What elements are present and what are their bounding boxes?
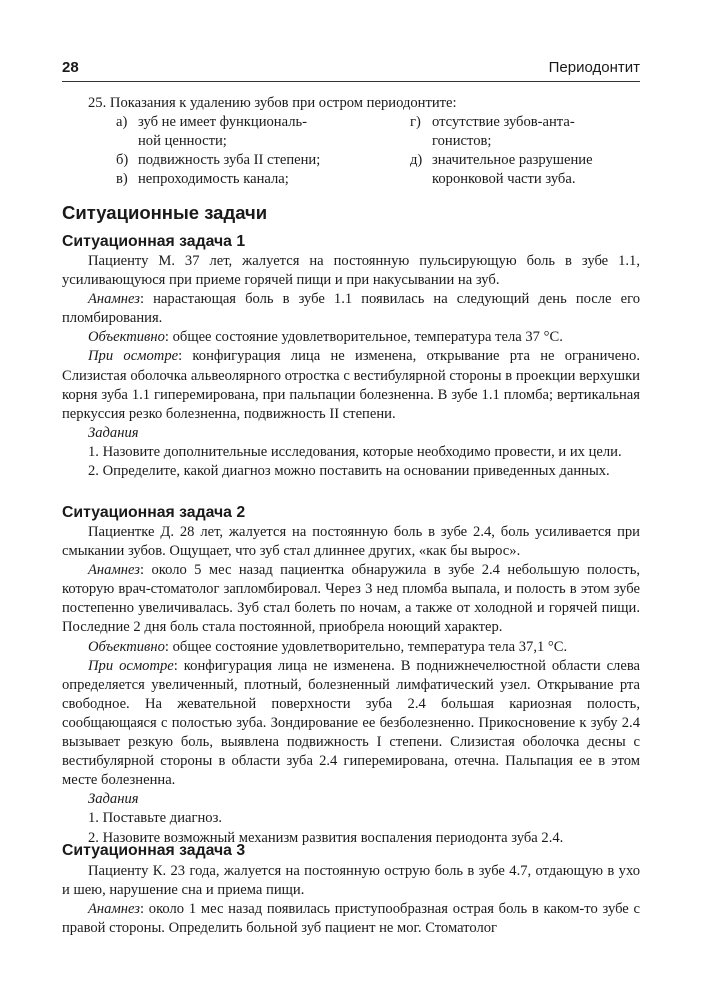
question-25 [88,94,638,113]
task-2-complaint: Пациентке Д. 28 лет, жалуется на постоянную боль в зубе 2.4, боль усиливается при смыкании зубов. Ощущает, что зуб стал длиннее других, «как бы вырос». [62,524,640,560]
task-1-anamnesis: Анамнез: нарастающая боль в зубе 1.1 появилась на следующий день после его пломбирования. [62,291,640,327]
task-1-item-1: 1. Назовите дополнительные исследования, которые необходимо провести, и их цели. [88,443,622,460]
option-text: отсутствие зубов-анта- [432,114,575,130]
option-text: непроходимость канала; [138,171,289,187]
task-2-title: Ситуационная задача 2 [62,504,246,521]
task-2-item-2: 2. Назовите возможный механизм развития воспаления периодонта зуба 2.4. [88,829,564,846]
objective-label: Объективно [88,638,165,655]
option-c [116,170,289,189]
option-d-continuation: коронковой части зуба. [432,171,576,187]
page-number: 28 [62,59,79,76]
option-a [116,113,307,132]
task-3-body [62,862,640,938]
exam-label: При осмотре [88,657,174,674]
option-marker: в) [116,171,128,187]
task-1-body [62,252,640,481]
option-b [116,151,320,170]
task-1-item-2: 2. Определите, какой диагноз можно поставить на основании приведенных данных. [88,463,610,480]
anamnesis-label: Анамнез [88,291,140,308]
task-1-complaint: Пациенту М. 37 лет, жалуется на постоянную пульсирующую боль в зубе 1.1, усиливающуюся при приеме горячей пищи и при накусывании на зуб. [62,253,640,289]
running-title: Периодонтит [548,59,640,76]
task-1-exam: При осмотре: конфигурация лица не изменена, открывание рта не ограничено. Слизистая оболочка альвеолярного отростка с вестибулярной стороны в проекции верхушки корня зуба 1.1 гиперемирована, при пальпации болезненна. В зубе 1.1 пломба; вертикальная перкуссия резко болезненна, подвижность II степени. [62,348,640,422]
option-marker: б) [116,152,129,168]
option-a-continuation: ной ценности; [138,133,227,149]
task-2-item-1: 1. Поставьте диагноз. [88,810,223,827]
question-25-stem [88,94,638,113]
task-3-anamnesis: Анамнез: около 1 мес назад появилась приступообразная острая боль в каком-то зубе с правой стороны. Определить больной зуб пациент не мог. Стоматолог [62,901,640,937]
option-text: зуб не имеет функциональ- [138,114,308,130]
option-g [410,113,575,132]
option-g-continuation: гонистов; [432,133,492,149]
header-rule [62,81,640,82]
task-1-tasks-label: Задания [88,424,139,441]
section-title: Ситуационные задачи [62,202,268,223]
question-text: Показания к удалению зубов при остром периодонтите: [109,95,457,111]
anamnesis-label: Анамнез [88,562,140,579]
task-2-anamnesis: Анамнез: около 5 мес назад пациентка обнаружила в зубе 2.4 небольшую полость, которую врач-стоматолог запломбировал. Через 3 нед пломба выпала, и полость в этом зубе постепенно увеличивалась. Зуб стал болеть по ночам, а также от холодной и горячей пищи. Последние 2 дня боль стала постоянной, приобрела ноющий характер. [62,562,640,636]
option-text: значительное разрушение [432,152,593,168]
objective-label: Объективно [88,329,165,346]
task-2-exam: При осмотре: конфигурация лица не изменена. В поднижнечелюстной области слева определяется увеличенный, плотный, болезненный лимфатический узел. Открывание рта свободное. На жевательной поверхности зуба 2.4 большая кариозная полость, сообщающаяся с полостью зуба. Зондирование ее безболезненно. Прикосновение к зубу 2.4 вызывает резкую боль, выявлена подвижность I степени. Слизистая оболочка десны с вестибулярной стороны в области зуба 2.4 гиперемирована, отечна. Пальпация ее в этом месте болезненна. [62,657,640,789]
page-header [62,55,640,81]
task-2-tasks-label: Задания [88,791,139,808]
exam-label: При осмотре [88,348,179,365]
option-text: подвижность зуба II степени; [138,152,321,168]
option-marker: а) [116,114,128,130]
question-number: 25. [88,95,107,111]
task-3-complaint: Пациенту К. 23 года, жалуется на постоянную острую боль в зубе 4.7, отдающую в ухо и шею, нарушение сна и приема пищи. [62,863,640,899]
option-marker: г) [410,114,421,130]
anamnesis-label: Анамнез [88,901,140,918]
task-2-objective: Объективно: общее состояние удовлетворительно, температура тела 37,1 °С. [88,638,568,655]
task-2-body [62,523,640,848]
task-1-title: Ситуационная задача 1 [62,233,246,250]
option-marker: д) [410,152,423,168]
task-3-title: Ситуационная задача 3 [62,842,246,859]
option-d [410,151,593,170]
task-1-objective: Объективно: общее состояние удовлетворительное, температура тела 37 °С. [88,329,563,346]
